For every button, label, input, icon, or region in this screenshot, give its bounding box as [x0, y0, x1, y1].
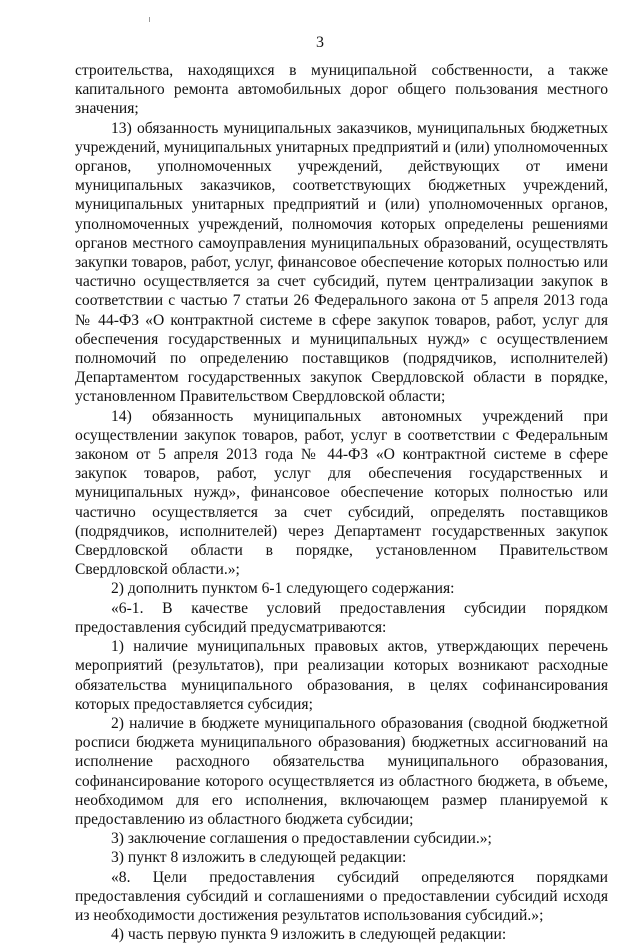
paragraph-condition-2: 2) наличие в бюджете муниципального образования (сводной бюджетной росписи бюджета муниципального образования) бюджетных ассигнований на исполнение расходного обязательства муниципального образования, софинансирование которого осуществляется из областного бюджета, в объеме, необходимом для его исполнения, включающем размер планируемой к предоставлению из областного бюджета субсидии; [75, 714, 608, 828]
paragraph-condition-3: 3) заключение соглашения о предоставлении субсидии.»; [111, 830, 492, 848]
paragraph-amendment-2: 2) дополнить пунктом 6-1 следующего содержания: [111, 580, 455, 598]
paragraph-item-13: 13) обязанность муниципальных заказчиков, муниципальных бюджетных учреждений, муниципальных унитарных предприятий и (или) уполномоченных органов, уполномоченных учреждений, действующих от имени муниципальных заказчиков, соответствующих бюджетных учреждений, муниципальных унитарных предприятий и (или) уполномоченных органов, уполномоченных учреждений, полномочия которых определены решениями органов местного самоуправления муниципальных образований, осуществлять закупки товаров, работ, услуг, финансовое обеспечение которых полностью или частично осуществляется за счет субсидий, путем централизации закупок в соответствии с частью 7 статьи 26 Федерального закона от 5 апреля 2013 года № 44-ФЗ «О контрактной системе в сфере закупок товаров, работ, услуг для обеспечения государственных и муниципальных нужд» с осуществлением полномочий по определению поставщиков (подрядчиков, исполнителей) Департаментом государственных закупок Свердловской области в порядке, установленном Правительством Свердловской области; [75, 119, 608, 406]
paragraph-continuation: строительства, находящихся в муниципальной собственности, а также капитального ремонта автомобильных дорог общего пользования местного значения; [75, 62, 608, 118]
paragraph-amendment-4: 4) часть первую пункта 9 изложить в следующей редакции: [111, 926, 507, 944]
document-body [75, 61, 608, 944]
paragraph-amendment-3: 3) пункт 8 изложить в следующей редакции: [111, 849, 407, 867]
paragraph-condition-1: 1) наличие муниципальных правовых актов, утверждающих перечень мероприятий (результатов), при реализации которых возникают расходные обязательства муниципального образования, в целях софинансирования которых предоставляется субсидия; [75, 638, 608, 713]
paragraph-item-14: 14) обязанность муниципальных автономных учреждений при осуществлении закупок товаров, работ, услуг в соответствии с Федеральным законом от 5 апреля 2013 года № 44-ФЗ «О контрактной системе в сфере закупок товаров, работ, услуг для обеспечения государственных и муниципальных нужд», финансовое обеспечение которых полностью или частично осуществляется за счет субсидий, определять поставщиков (подрядчиков, исполнителей) через Департамент государственных закупок Свердловской области в порядке, установленном Правительством Свердловской области.»; [75, 407, 608, 579]
page-number: 3 [316, 34, 324, 51]
paragraph-clause-8: «8. Цели предоставления субсидий определяются порядками предоставления субсидий и соглашениями о предоставлении субсидий исходя из необходимости достижения результатов использования субсидий.»; [75, 868, 608, 924]
scan-mark [149, 17, 150, 22]
paragraph-clause-6-1: «6-1. В качестве условий предоставления субсидии порядком предоставления субсидий предусматриваются: [75, 599, 608, 636]
